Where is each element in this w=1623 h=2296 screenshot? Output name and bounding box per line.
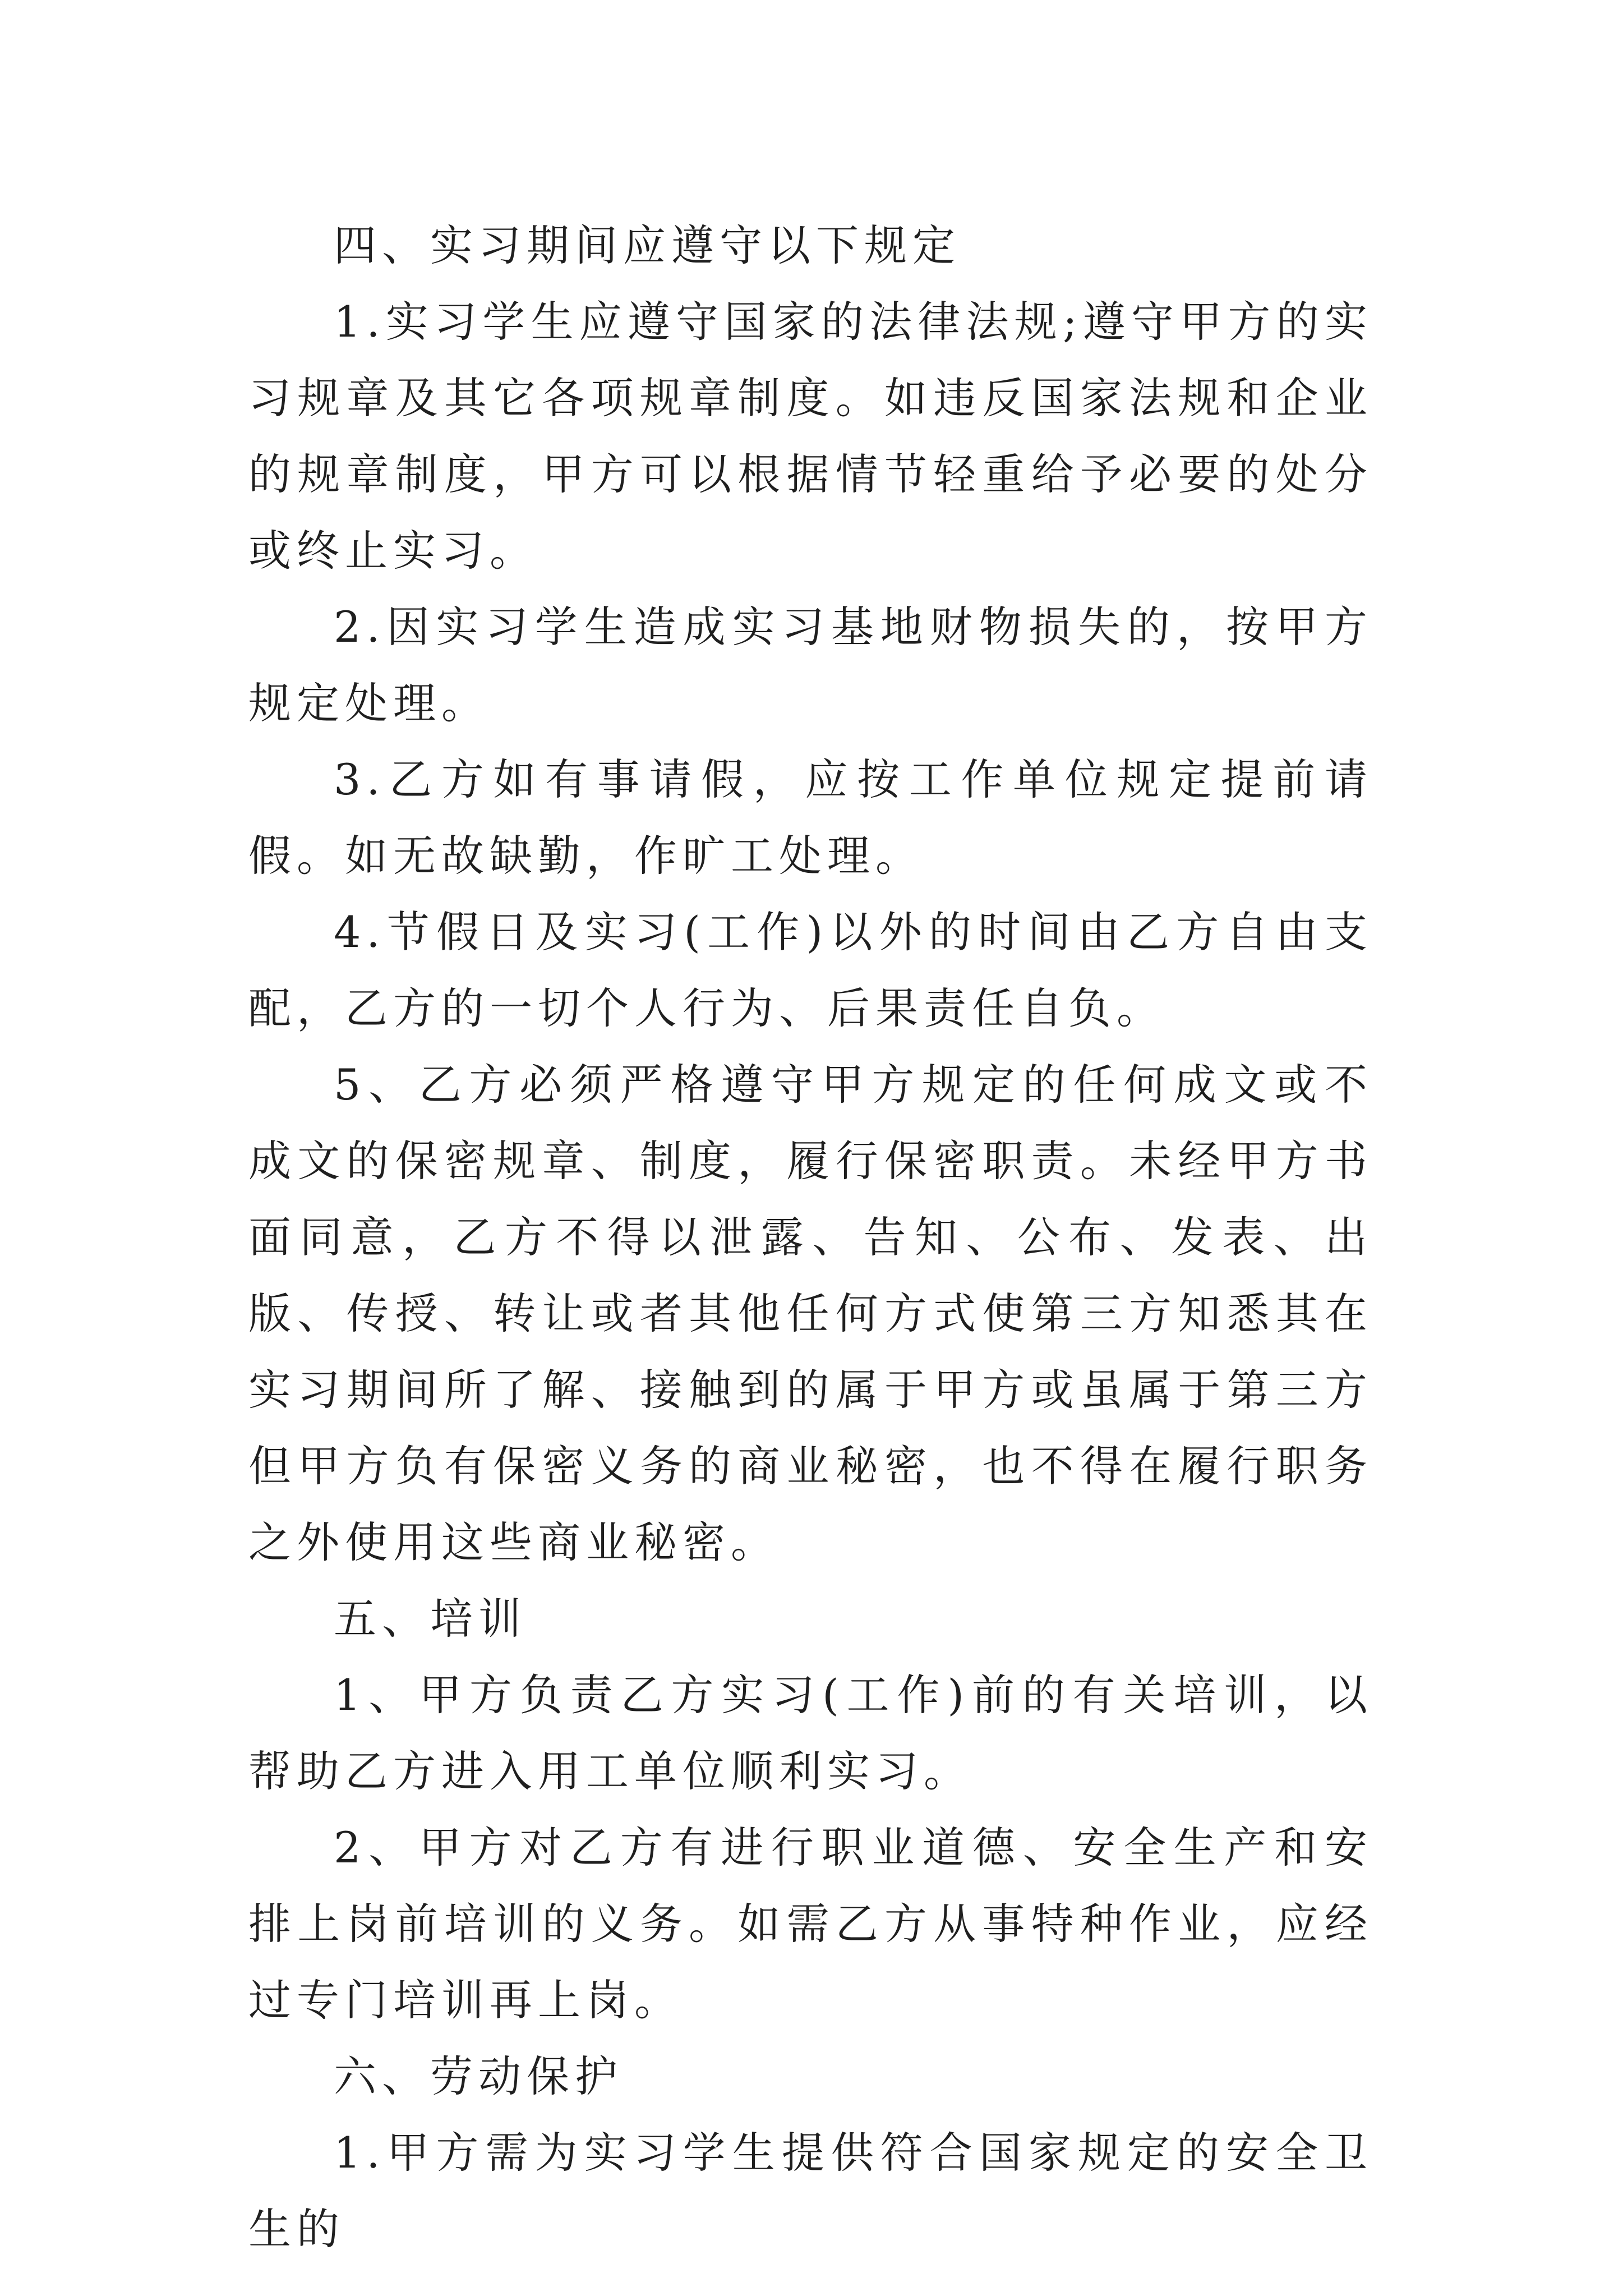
paragraph-rule-2: 2.因实习学生造成实习基地财物损失的，按甲方规定处理。 <box>248 602 1373 728</box>
paragraph-training-2: 2、甲方对乙方有进行职业道德、安全生产和安排上岗前培训的义务。如需乙方从事特种作业，应经过专门培训再上岗。 <box>248 1823 1373 2025</box>
paragraph-rule-1: 1.实习学生应遵守国家的法律法规;遵守甲方的实习规章及其它各项规章制度。如违反国家法规和企业的规章制度，甲方可以根据情节轻重给予必要的处分或终止实习。 <box>248 297 1373 576</box>
paragraph-rule-3: 3.乙方如有事请假，应按工作单位规定提前请假。如无故缺勤，作旷工处理。 <box>248 754 1373 881</box>
paragraph-labor-protection-1: 1.甲方需为实习学生提供符合国家规定的安全卫生的 <box>248 2128 1373 2254</box>
paragraph-training-1: 1、甲方负责乙方实习(工作)前的有关培训，以帮助乙方进入用工单位顺利实习。 <box>248 1670 1373 1796</box>
section-heading-labor-protection: 六、劳动保护 <box>334 2051 623 2101</box>
document-body <box>248 208 1373 2267</box>
section-heading-internship-rules: 四、实习期间应遵守以下规定 <box>334 220 961 270</box>
paragraph-rule-4: 4.节假日及实习(工作)以外的时间由乙方自由支配，乙方的一切个人行为、后果责任自负。 <box>248 907 1373 1033</box>
paragraph-rule-5: 5、乙方必须严格遵守甲方规定的任何成文或不成文的保密规章、制度，履行保密职责。未经甲方书面同意，乙方不得以泄露、告知、公布、发表、出版、传授、转让或者其他任何方式使第三方知悉其在实习期间所了解、接触到的属于甲方或虽属于第三方但甲方负有保密义务的商业秘密，也不得在履行职务之外使用这些商业秘密。 <box>248 1060 1373 1567</box>
section-heading-training: 五、培训 <box>334 1594 527 1644</box>
